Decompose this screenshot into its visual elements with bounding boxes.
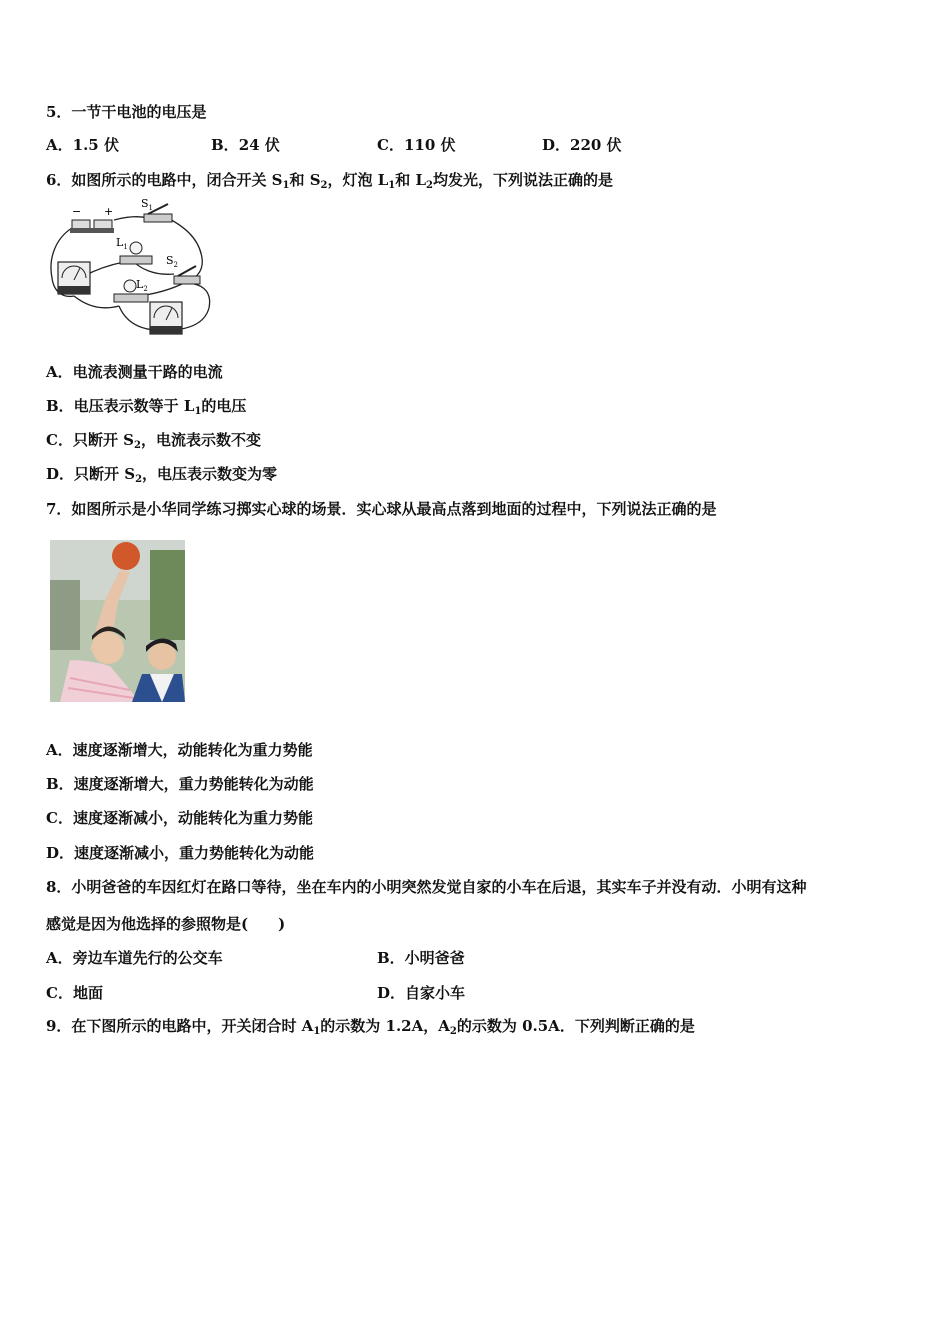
q6-option-a: A．电流表测量干路的电流 — [46, 363, 223, 381]
voltmeter-icon — [58, 262, 90, 294]
ball-icon — [112, 542, 140, 570]
q7-option-a: A．速度逐渐增大，动能转化为重力势能 — [46, 741, 313, 759]
q8-option-a: A．旁边车道先行的公交车 — [46, 949, 223, 967]
circuit-diagram — [44, 198, 214, 346]
battery-minus-label: − — [72, 205, 82, 218]
question-7-stem: 7．如图所示是小华同学练习掷实心球的场景．实心球从最高点落到地面的过程中，下列说法正确的是 — [46, 500, 717, 518]
q5-option-b: B．24 伏 — [211, 136, 280, 154]
battery-plus-label: + — [104, 205, 114, 218]
q8-option-b: B．小明爸爸 — [377, 949, 465, 967]
q5-option-a: A．1.5 伏 — [46, 136, 119, 154]
ammeter-icon — [150, 302, 182, 334]
question-8-stem-line2: 感觉是因为他选择的参照物是( ) — [46, 915, 286, 933]
q8-option-d: D．自家小车 — [377, 984, 466, 1002]
battery-icon — [70, 220, 114, 233]
question-9-stem: 9．在下图所示的电路中，开关闭合时 $A_1$的示数为 1.2A，$A_2$的示数为 0.5A．下列判断正确的是 — [46, 1017, 695, 1037]
q6-option-d: D．只断开 $S_2$，电压表示数变为零 — [46, 465, 278, 485]
s1-label: $S_1$ — [141, 198, 154, 212]
question-8-stem-line1: 8．小明爸爸的车因红灯在路口等待，坐在车内的小明突然发觉自家的小车在后退，其实车子并没有动．小明有这种 — [46, 878, 807, 896]
q7-option-b: B．速度逐渐增大，重力势能转化为动能 — [46, 775, 314, 793]
q5-option-d: D．220 伏 — [542, 136, 622, 154]
q5-option-c: C．110 伏 — [377, 136, 456, 154]
question-6-stem: 6．如图所示的电路中，闭合开关 $S_1$和 $S_2$，灯泡 $L_1$和 $L_2$均发光，下列说法正确的是 — [46, 171, 614, 191]
l2-label: $L_2$ — [136, 278, 148, 293]
l1-label: $L_1$ — [116, 236, 128, 251]
shot-put-photo — [50, 540, 185, 702]
s2-label: $S_2$ — [166, 254, 179, 269]
q7-option-c: C．速度逐渐减小，动能转化为重力势能 — [46, 809, 313, 827]
q6-option-c: C．只断开 $S_2$，电流表示数不变 — [46, 431, 261, 451]
q8-option-c: C．地面 — [46, 984, 103, 1002]
q6-option-b: B．电压表示数等于 $L_1$的电压 — [46, 397, 247, 417]
q7-option-d: D．速度逐渐减小，重力势能转化为动能 — [46, 844, 315, 862]
question-5-stem: 5．一节干电池的电压是 — [46, 103, 207, 121]
